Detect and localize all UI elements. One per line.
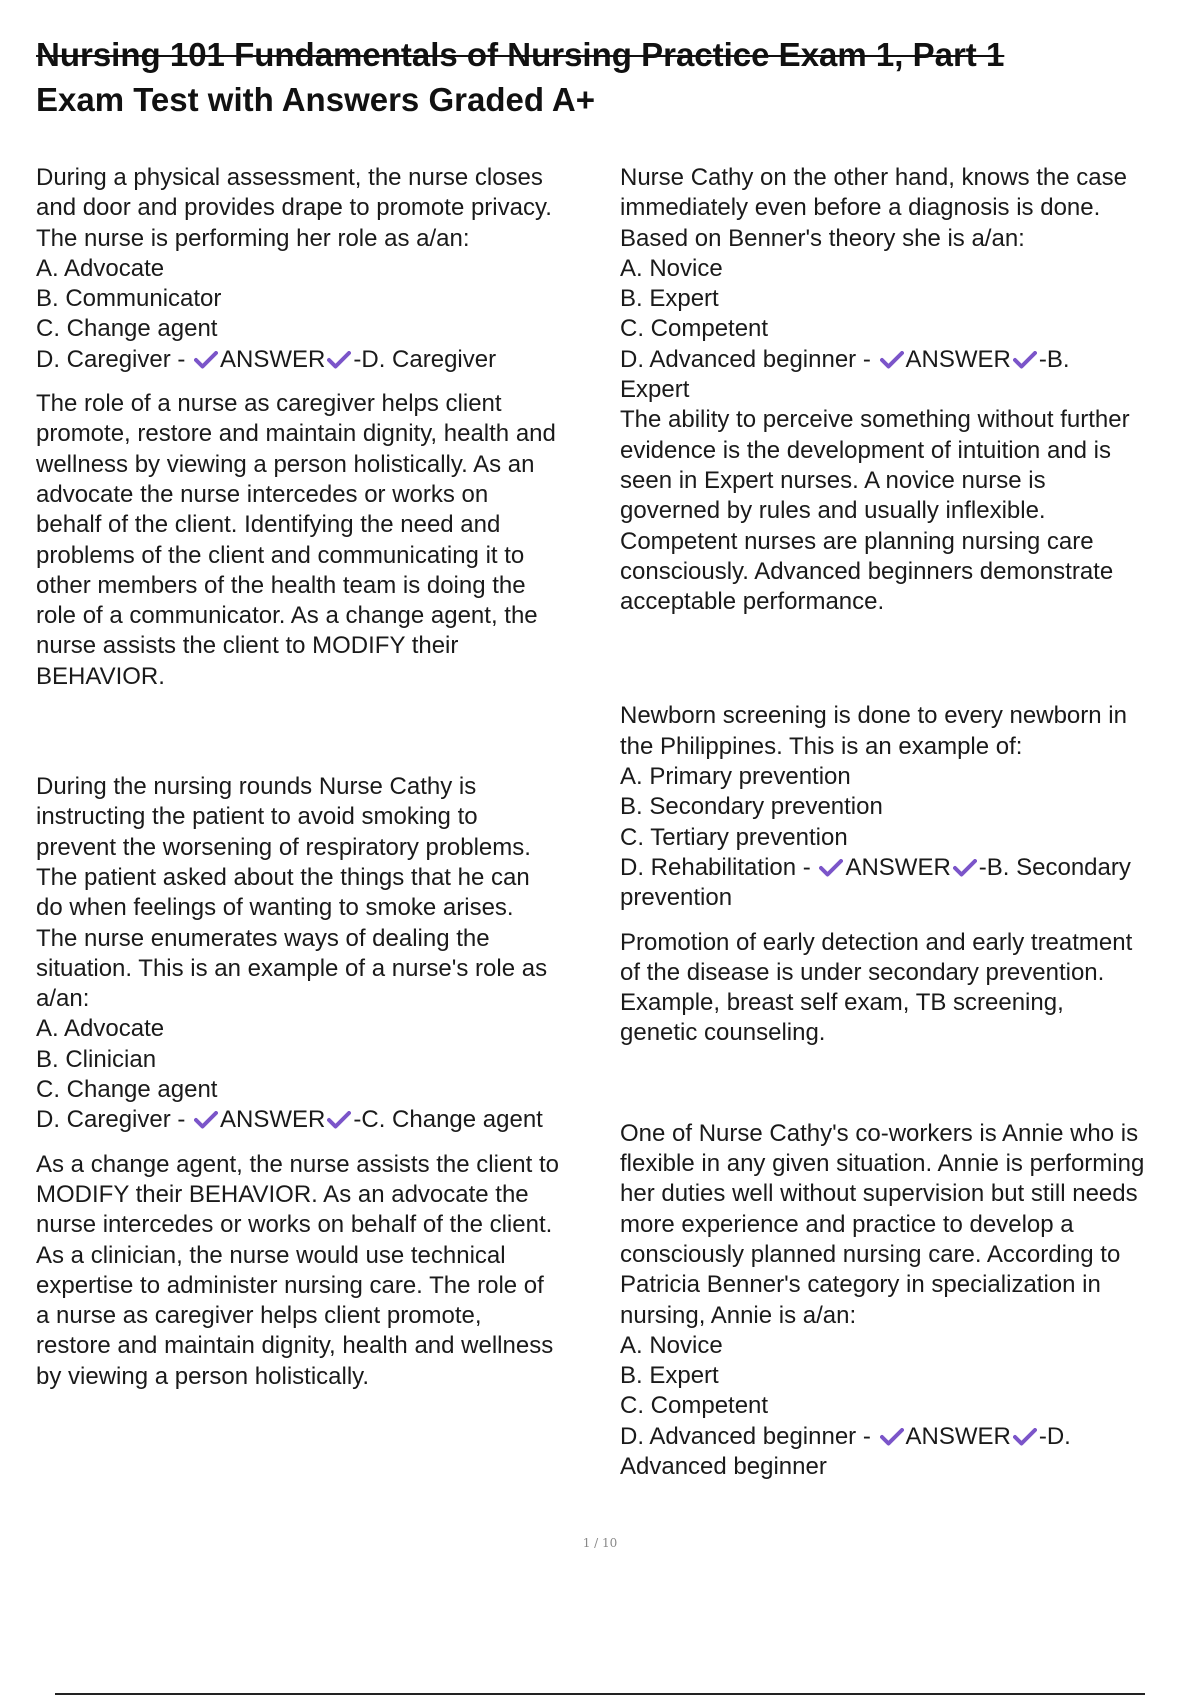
question-text-line: Newborn screening is done to every newborn in bbox=[620, 702, 1127, 730]
question-text-line: During a physical assessment, the nurse closes bbox=[36, 164, 543, 191]
checkmark-icon bbox=[1013, 1428, 1037, 1446]
answer-option-last: D. Advanced beginner - bbox=[620, 1422, 871, 1450]
rationale-line: of the disease is under secondary prevention. bbox=[620, 958, 1105, 986]
answer-option: B. Expert bbox=[620, 1362, 719, 1390]
answer-option: C. Competent bbox=[620, 1392, 769, 1420]
rationale-line: As a clinician, the nurse would use technical bbox=[36, 1241, 506, 1269]
question-block bbox=[620, 163, 1195, 617]
correct-answer: -D. Caregiver bbox=[353, 345, 497, 373]
rationale-line: role of a communicator. As a change agent, the bbox=[36, 602, 538, 630]
answer-label: ANSWER bbox=[220, 1106, 326, 1134]
checkmark-icon bbox=[880, 351, 904, 369]
rationale bbox=[620, 405, 1195, 617]
rationale-line: evidence is the development of intuition and is bbox=[620, 436, 1111, 464]
bottom-divider bbox=[55, 1693, 1145, 1695]
left-column bbox=[36, 163, 611, 1392]
question-text-line: Based on Benner's theory she is a/an: bbox=[620, 224, 1025, 252]
question-text-line: During the nursing rounds Nurse Cathy is bbox=[36, 773, 477, 801]
question-block bbox=[620, 701, 1195, 1048]
question-text-line: a/an: bbox=[36, 985, 90, 1013]
question-text-line: The patient asked about the things that he can bbox=[36, 863, 530, 891]
title-line-1: Nursing 101 Fundamentals of Nursing Practice Exam 1, Part 1 bbox=[36, 36, 1005, 73]
answer-option: C. Change agent bbox=[36, 315, 218, 343]
answer-line bbox=[36, 345, 611, 375]
rationale-line: genetic counseling. bbox=[620, 1019, 826, 1047]
rationale-line: seen in Expert nurses. A novice nurse is bbox=[620, 466, 1046, 494]
answer-option-last: D. Rehabilitation - bbox=[620, 853, 811, 881]
answer-line bbox=[36, 1105, 611, 1135]
correct-answer: -B. Secondary bbox=[978, 853, 1131, 881]
answer-line bbox=[620, 345, 1195, 375]
rationale bbox=[36, 1150, 611, 1392]
checkmark-icon bbox=[194, 1111, 218, 1129]
question-text-line: prevent the worsening of respiratory problems. bbox=[36, 833, 531, 861]
document-title bbox=[36, 32, 1166, 122]
correct-answer-continued: Expert bbox=[620, 376, 690, 404]
page-number: 1 / 10 bbox=[582, 1536, 618, 1550]
question-block bbox=[620, 1119, 1195, 1483]
question-text-line: instructing the patient to avoid smoking to bbox=[36, 803, 478, 831]
question-text-line: situation. This is an example of a nurse's role as bbox=[36, 954, 548, 982]
question-text-line: immediately even before a diagnosis is done. bbox=[620, 194, 1101, 222]
answer-option: A. Novice bbox=[620, 1331, 723, 1359]
question-text-line: nursing, Annie is a/an: bbox=[620, 1301, 857, 1329]
checkmark-icon bbox=[327, 1111, 351, 1129]
rationale-line: promote, restore and maintain dignity, health and bbox=[36, 420, 556, 448]
correct-answer: -B. bbox=[1038, 345, 1070, 373]
rationale-line: MODIFY their BEHAVIOR. As an advocate the bbox=[36, 1180, 529, 1208]
answer-option: B. Clinician bbox=[36, 1045, 157, 1073]
rationale bbox=[620, 928, 1195, 1049]
answer-option: B. Expert bbox=[620, 285, 719, 313]
rationale-line: governed by rules and usually inflexible. bbox=[620, 497, 1046, 525]
checkmark-icon bbox=[819, 859, 843, 877]
question-text-line: Patricia Benner's category in specialization in bbox=[620, 1271, 1101, 1299]
answer-label: ANSWER bbox=[220, 345, 326, 373]
checkmark-icon bbox=[1013, 351, 1037, 369]
answer-line bbox=[620, 853, 1195, 883]
rationale bbox=[36, 389, 611, 692]
answer-option: A. Advocate bbox=[36, 254, 165, 282]
rationale-line: behalf of the client. Identifying the need and bbox=[36, 511, 501, 539]
answer-option-last: D. Advanced beginner - bbox=[620, 345, 871, 373]
answer-option-last: D. Caregiver - bbox=[36, 345, 186, 373]
rationale-line: As a change agent, the nurse assists the client to bbox=[36, 1150, 559, 1178]
rationale-line: Competent nurses are planning nursing care bbox=[620, 527, 1094, 555]
correct-answer-continued: Advanced beginner bbox=[620, 1452, 827, 1480]
question-block bbox=[36, 772, 611, 1392]
answer-label: ANSWER bbox=[905, 1422, 1011, 1450]
checkmark-icon bbox=[880, 1428, 904, 1446]
correct-answer: -C. Change agent bbox=[353, 1106, 543, 1134]
checkmark-icon bbox=[953, 859, 977, 877]
checkmark-icon bbox=[194, 351, 218, 369]
rationale-line: BEHAVIOR. bbox=[36, 662, 165, 690]
answer-label: ANSWER bbox=[905, 345, 1011, 373]
answer-option: B. Secondary prevention bbox=[620, 793, 883, 821]
rationale-line: consciously. Advanced beginners demonstrate bbox=[620, 557, 1114, 585]
question-text-line: her duties well without supervision but still needs bbox=[620, 1180, 1138, 1208]
answer-option-last: D. Caregiver - bbox=[36, 1106, 186, 1134]
question-text-line: and door and provides drape to promote privacy. bbox=[36, 194, 552, 222]
rationale-line: wellness by viewing a person holistically. As an bbox=[36, 450, 535, 478]
rationale-line: The role of a nurse as caregiver helps client bbox=[36, 390, 502, 418]
rationale-line: nurse intercedes or works on behalf of the client. bbox=[36, 1211, 553, 1239]
rationale-line: expertise to administer nursing care. The role of bbox=[36, 1271, 544, 1299]
correct-answer-continued: prevention bbox=[620, 884, 733, 912]
question-text-line: The nurse is performing her role as a/an: bbox=[36, 224, 470, 252]
title-line-2: Exam Test with Answers Graded A+ bbox=[36, 81, 596, 118]
checkmark-icon bbox=[327, 351, 351, 369]
answer-option: A. Novice bbox=[620, 254, 723, 282]
question-text-line: consciously planned nursing care. According to bbox=[620, 1240, 1121, 1268]
question-text-line: The nurse enumerates ways of dealing the bbox=[36, 924, 490, 952]
correct-answer: -D. bbox=[1038, 1422, 1071, 1450]
rationale-line: nurse assists the client to MODIFY their bbox=[36, 632, 459, 660]
rationale-line: acceptable performance. bbox=[620, 588, 885, 616]
question-text-line: flexible in any given situation. Annie is performing bbox=[620, 1150, 1145, 1178]
question-text-line: One of Nurse Cathy's co-workers is Annie who is bbox=[620, 1119, 1139, 1147]
question-text-line: Nurse Cathy on the other hand, knows the case bbox=[620, 164, 1127, 191]
question-text-line: the Philippines. This is an example of: bbox=[620, 732, 1023, 760]
right-column bbox=[620, 163, 1195, 1482]
rationale-line: Example, breast self exam, TB screening, bbox=[620, 989, 1064, 1017]
answer-option: B. Communicator bbox=[36, 285, 222, 313]
question-text-line: do when feelings of wanting to smoke arises. bbox=[36, 894, 514, 922]
answer-option: A. Primary prevention bbox=[620, 763, 851, 791]
answer-label: ANSWER bbox=[845, 853, 951, 881]
rationale-line: by viewing a person holistically. bbox=[36, 1362, 370, 1390]
rationale-line: problems of the client and communicating it to bbox=[36, 541, 525, 569]
rationale-line: a nurse as caregiver helps client promote, bbox=[36, 1302, 482, 1330]
question-block bbox=[36, 163, 611, 692]
answer-option: A. Advocate bbox=[36, 1015, 165, 1043]
rationale-line: advocate the nurse intercedes or works on bbox=[36, 480, 489, 508]
rationale-line: Promotion of early detection and early treatment bbox=[620, 928, 1133, 956]
answer-option: C. Competent bbox=[620, 315, 769, 343]
question-text-line: more experience and practice to develop a bbox=[620, 1210, 1074, 1238]
answer-option: C. Change agent bbox=[36, 1076, 218, 1104]
rationale-line: The ability to perceive something without further bbox=[620, 406, 1130, 434]
answer-option: C. Tertiary prevention bbox=[620, 823, 848, 851]
answer-line bbox=[620, 1422, 1195, 1452]
rationale-line: other members of the health team is doing the bbox=[36, 571, 526, 599]
rationale-line: restore and maintain dignity, health and wellness bbox=[36, 1332, 554, 1360]
